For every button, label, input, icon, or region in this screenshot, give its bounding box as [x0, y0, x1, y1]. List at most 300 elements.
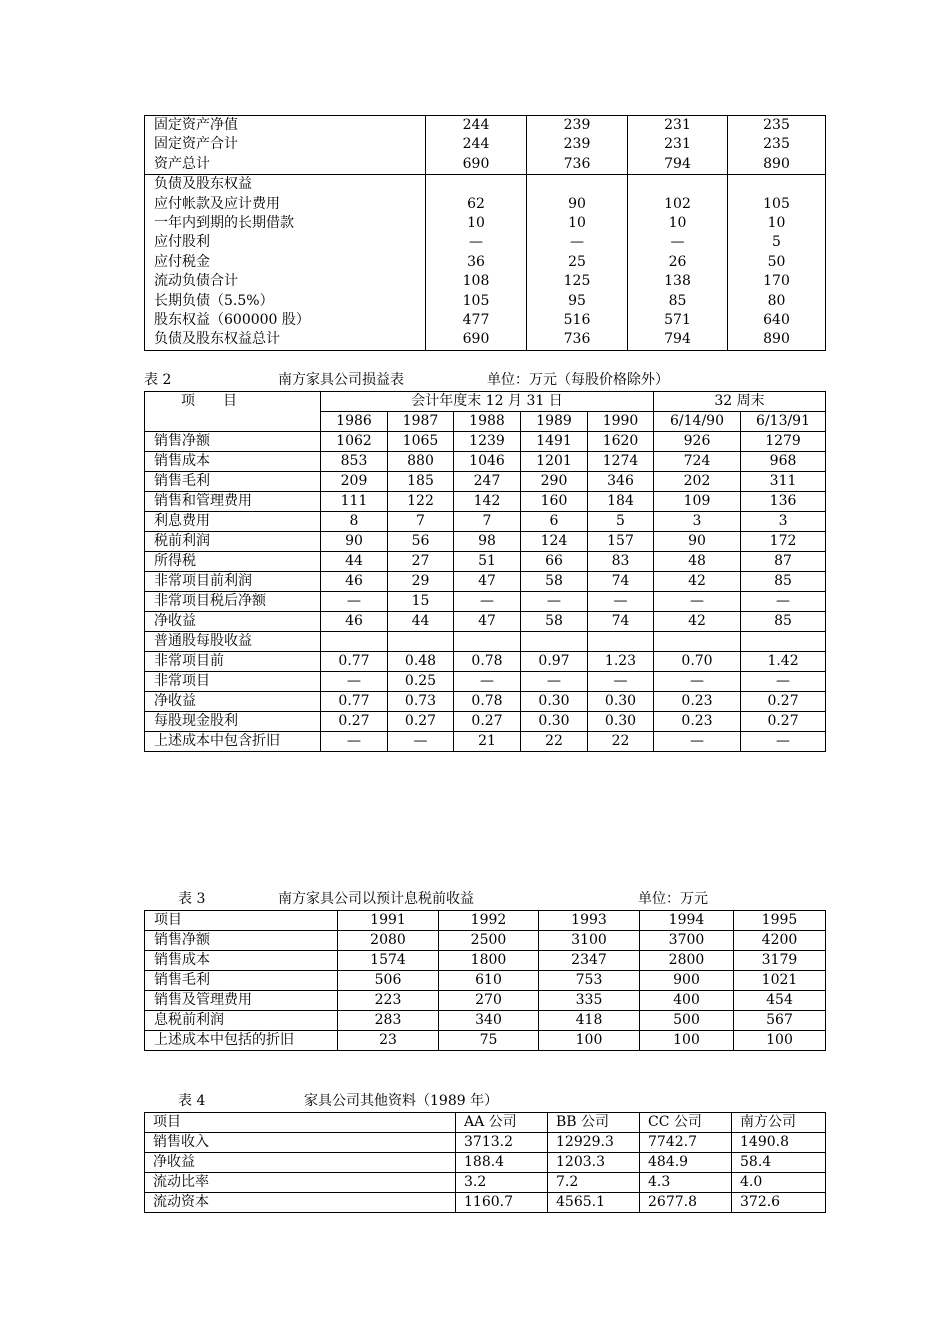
cell-value: 1620 — [588, 432, 654, 452]
row-label: 负债及股东权益总计 — [154, 331, 280, 348]
table4-caption-title: 家具公司其他资料（1989 年） — [304, 1093, 499, 1109]
table-row — [145, 632, 826, 652]
column-header: 1993 — [539, 911, 640, 931]
income-statement-table — [144, 391, 826, 752]
cell-value: — — [741, 672, 826, 692]
table-row — [145, 253, 826, 272]
cell-value: 12929.3 — [548, 1133, 640, 1153]
cell-value: 1239 — [454, 432, 521, 452]
cell-value: 160 — [521, 492, 588, 512]
column-header: BB 公司 — [548, 1113, 640, 1133]
cell-value: 90 — [321, 532, 388, 552]
cell-value: 26 — [628, 253, 728, 272]
table-row — [145, 1153, 826, 1173]
cell-value: 100 — [539, 1031, 640, 1051]
row-label: 销售成本 — [145, 452, 321, 472]
cell-value: 0.73 — [388, 692, 454, 712]
table-row — [145, 931, 826, 951]
table-row — [145, 532, 826, 552]
cell-value: 21 — [454, 732, 521, 752]
cell-value: 231 — [628, 135, 728, 154]
cell-value: 209 — [321, 472, 388, 492]
cell-value — [654, 632, 741, 652]
table-row — [145, 1173, 826, 1193]
cell-value: — — [741, 732, 826, 752]
cell-value: — — [454, 672, 521, 692]
cell-value — [628, 175, 728, 195]
cell-value: 4.0 — [732, 1173, 826, 1193]
cell-value: 311 — [741, 472, 826, 492]
cell-value: 853 — [321, 452, 388, 472]
row-label: 固定资产净值 — [154, 117, 238, 133]
cell-value: 87 — [741, 552, 826, 572]
row-label: 销售和管理费用 — [145, 492, 321, 512]
row-label: 非常项目前利润 — [145, 572, 321, 592]
row-label: 上述成本中包括的折旧 — [145, 1031, 338, 1051]
year-header: 1990 — [588, 412, 654, 432]
cell-value: 136 — [741, 492, 826, 512]
table-row — [145, 116, 826, 136]
cell-value: — — [654, 672, 741, 692]
row-label: 普通股每股收益 — [145, 632, 321, 652]
row-label: 每股现金股利 — [145, 712, 321, 732]
cell-value: 372.6 — [732, 1193, 826, 1213]
table-row — [145, 552, 826, 572]
cell-value: 1274 — [588, 452, 654, 472]
table2-caption-title: 南方家具公司损益表 — [278, 372, 404, 388]
table-row — [145, 951, 826, 971]
cell-value: 0.78 — [454, 692, 521, 712]
table-row — [145, 732, 826, 752]
table-row — [145, 572, 826, 592]
cell-value: 690 — [426, 330, 527, 350]
cell-value: 335 — [539, 991, 640, 1011]
cell-value: 640 — [728, 311, 826, 330]
cell-value: 8 — [321, 512, 388, 532]
cell-value: 231 — [628, 116, 728, 136]
cell-value: — — [521, 672, 588, 692]
cell-value: 926 — [654, 432, 741, 452]
cell-value — [527, 175, 628, 195]
cell-value: 223 — [338, 991, 439, 1011]
table-row — [145, 652, 826, 672]
cell-value: 890 — [728, 155, 826, 175]
row-label: 销售毛利 — [145, 472, 321, 492]
row-label: 销售毛利 — [145, 971, 338, 991]
cell-value: 0.77 — [321, 692, 388, 712]
table-row — [145, 592, 826, 612]
cell-value: 83 — [588, 552, 654, 572]
row-label: 应付帐款及应计费用 — [154, 195, 280, 212]
table-row — [145, 272, 826, 291]
cell-value: 66 — [521, 552, 588, 572]
cell-value: 170 — [728, 272, 826, 291]
table-row — [145, 175, 826, 195]
cell-value: 1.42 — [741, 652, 826, 672]
row-label: 净收益 — [145, 612, 321, 632]
cell-value: 724 — [654, 452, 741, 472]
year-header: 1986 — [321, 412, 388, 432]
column-header: 南方公司 — [732, 1113, 826, 1133]
cell-value: — — [628, 233, 728, 252]
cell-value: 90 — [527, 195, 628, 214]
row-label: 流动资本 — [145, 1193, 456, 1213]
cell-value: 0.25 — [388, 672, 454, 692]
cell-value: 100 — [734, 1031, 826, 1051]
cell-value: 74 — [588, 612, 654, 632]
cell-value: 690 — [426, 155, 527, 175]
cell-value: 610 — [439, 971, 539, 991]
cell-value: 10 — [628, 214, 728, 233]
cell-value: 283 — [338, 1011, 439, 1031]
cell-value: 95 — [527, 292, 628, 311]
table-row — [145, 1133, 826, 1153]
table-row — [145, 512, 826, 532]
cell-value: 44 — [388, 612, 454, 632]
cell-value: 7 — [454, 512, 521, 532]
cell-value: 270 — [439, 991, 539, 1011]
column-header: AA 公司 — [456, 1113, 548, 1133]
cell-value: 157 — [588, 532, 654, 552]
cell-value: 4565.1 — [548, 1193, 640, 1213]
table2-header-item: 项 目 — [145, 392, 321, 432]
row-label: 流动比率 — [145, 1173, 456, 1193]
cell-value: 0.77 — [321, 652, 388, 672]
cell-value: 58 — [521, 572, 588, 592]
table2-header-fiscal-year-end: 会计年度末 12 月 31 日 — [321, 392, 654, 412]
cell-value: 506 — [338, 971, 439, 991]
row-label: 非常项目税后净额 — [145, 592, 321, 612]
cell-value: 1.23 — [588, 652, 654, 672]
table-header-row — [145, 1113, 826, 1133]
cell-value: 235 — [728, 135, 826, 154]
cell-value: 3100 — [539, 931, 640, 951]
cell-value: 80 — [728, 292, 826, 311]
cell-value: 102 — [628, 195, 728, 214]
cell-value: 244 — [426, 116, 527, 136]
cell-value: 0.30 — [521, 692, 588, 712]
cell-value: 5 — [588, 512, 654, 532]
row-label: 负债及股东权益 — [145, 175, 426, 195]
cell-value: 105 — [728, 195, 826, 214]
year-header: 1988 — [454, 412, 521, 432]
cell-value: 794 — [628, 330, 728, 350]
cell-value: 46 — [321, 612, 388, 632]
cell-value: — — [321, 672, 388, 692]
year-header: 6/13/91 — [741, 412, 826, 432]
table2-caption-unit: 单位：万元（每股价格除外） — [487, 372, 669, 388]
table-header-row — [145, 911, 826, 931]
cell-value: 1203.3 — [548, 1153, 640, 1173]
cell-value: 0.97 — [521, 652, 588, 672]
cell-value: 0.30 — [588, 692, 654, 712]
cell-value: 3.2 — [456, 1173, 548, 1193]
cell-value: 4200 — [734, 931, 826, 951]
cell-value: 36 — [426, 253, 527, 272]
cell-value: 1490.8 — [732, 1133, 826, 1153]
cell-value: 968 — [741, 452, 826, 472]
row-label: 息税前利润 — [145, 1011, 338, 1031]
cell-value: 247 — [454, 472, 521, 492]
table-row — [145, 612, 826, 632]
cell-value: 23 — [338, 1031, 439, 1051]
row-label: 非常项目 — [145, 672, 321, 692]
cell-value: 0.27 — [741, 712, 826, 732]
cell-value: 418 — [539, 1011, 640, 1031]
table-row — [145, 292, 826, 311]
cell-value: 6 — [521, 512, 588, 532]
cell-value: — — [527, 233, 628, 252]
cell-value: 1279 — [741, 432, 826, 452]
cell-value: 7742.7 — [640, 1133, 732, 1153]
cell-value: 736 — [527, 330, 628, 350]
column-header: CC 公司 — [640, 1113, 732, 1133]
cell-value: 1160.7 — [456, 1193, 548, 1213]
cell-value: 47 — [454, 572, 521, 592]
table-row — [145, 195, 826, 214]
cell-value: 753 — [539, 971, 640, 991]
cell-value: 202 — [654, 472, 741, 492]
cell-value: 0.27 — [388, 712, 454, 732]
cell-value: 62 — [426, 195, 527, 214]
cell-value: 7.2 — [548, 1173, 640, 1193]
cell-value: 0.23 — [654, 712, 741, 732]
cell-value: 2800 — [640, 951, 734, 971]
cell-value: — — [321, 732, 388, 752]
table4-caption-number: 表 4 — [178, 1093, 206, 1109]
row-label: 销售净额 — [145, 432, 321, 452]
cell-value: 0.27 — [321, 712, 388, 732]
balance-sheet-table — [144, 115, 826, 351]
cell-value: 2347 — [539, 951, 640, 971]
cell-value: 516 — [527, 311, 628, 330]
other-company-data-table — [144, 1112, 826, 1213]
cell-value: 22 — [588, 732, 654, 752]
cell-value: — — [588, 672, 654, 692]
cell-value: 172 — [741, 532, 826, 552]
table3-caption-unit: 单位：万元 — [638, 891, 708, 907]
cell-value: 3 — [654, 512, 741, 532]
cell-value: 109 — [654, 492, 741, 512]
table-row — [145, 135, 826, 154]
table3-caption-number: 表 3 — [178, 891, 206, 907]
cell-value: 100 — [640, 1031, 734, 1051]
row-label: 非常项目前 — [145, 652, 321, 672]
cell-value: 50 — [728, 253, 826, 272]
cell-value: 346 — [588, 472, 654, 492]
cell-value: 122 — [388, 492, 454, 512]
cell-value: 890 — [728, 330, 826, 350]
cell-value: 880 — [388, 452, 454, 472]
cell-value — [741, 632, 826, 652]
table-row — [145, 1193, 826, 1213]
cell-value: 108 — [426, 272, 527, 291]
cell-value: 5 — [728, 233, 826, 252]
cell-value — [588, 632, 654, 652]
cell-value — [388, 632, 454, 652]
cell-value: 567 — [734, 1011, 826, 1031]
cell-value: 736 — [527, 155, 628, 175]
cell-value: 3179 — [734, 951, 826, 971]
cell-value: 58.4 — [732, 1153, 826, 1173]
cell-value: 7 — [388, 512, 454, 532]
row-label: 利息费用 — [145, 512, 321, 532]
table3-caption-title: 南方家具公司以预计息税前收益 — [278, 891, 474, 907]
cell-value: — — [321, 592, 388, 612]
table-row — [145, 472, 826, 492]
cell-value: 3 — [741, 512, 826, 532]
cell-value: 477 — [426, 311, 527, 330]
cell-value: 15 — [388, 592, 454, 612]
row-label: 销售收入 — [145, 1133, 456, 1153]
cell-value: 1046 — [454, 452, 521, 472]
cell-value: 0.27 — [741, 692, 826, 712]
table-row — [145, 1031, 826, 1051]
row-label: 应付股利 — [154, 234, 210, 251]
cell-value: 0.30 — [588, 712, 654, 732]
cell-value: 1065 — [388, 432, 454, 452]
cell-value: 0.48 — [388, 652, 454, 672]
row-label: 资产总计 — [154, 155, 210, 172]
cell-value: 1491 — [521, 432, 588, 452]
table-row — [145, 432, 826, 452]
cell-value: 1574 — [338, 951, 439, 971]
row-label: 上述成本中包含折旧 — [145, 732, 321, 752]
cell-value: 51 — [454, 552, 521, 572]
cell-value: 290 — [521, 472, 588, 492]
table-row — [145, 1011, 826, 1031]
cell-value: 239 — [527, 135, 628, 154]
cell-value: 46 — [321, 572, 388, 592]
cell-value: 10 — [728, 214, 826, 233]
cell-value: 1062 — [321, 432, 388, 452]
cell-value: — — [588, 592, 654, 612]
cell-value: 0.23 — [654, 692, 741, 712]
cell-value: 10 — [426, 214, 527, 233]
cell-value: 185 — [388, 472, 454, 492]
column-header: 1995 — [734, 911, 826, 931]
cell-value: 56 — [388, 532, 454, 552]
cell-value: 105 — [426, 292, 527, 311]
cell-value — [321, 632, 388, 652]
table-row — [145, 214, 826, 233]
cell-value: 90 — [654, 532, 741, 552]
table2-header-32-weeks: 32 周末 — [654, 392, 826, 412]
cell-value: — — [741, 592, 826, 612]
column-header: 项目 — [145, 1113, 456, 1133]
cell-value: 400 — [640, 991, 734, 1011]
table-row — [145, 155, 826, 175]
cell-value: — — [388, 732, 454, 752]
cell-value: — — [654, 592, 741, 612]
table-row — [145, 692, 826, 712]
row-label: 一年内到期的长期借款 — [154, 215, 294, 232]
table2-caption-number: 表 2 — [144, 372, 172, 388]
year-header: 1989 — [521, 412, 588, 432]
row-label: 长期负债（5.5%） — [154, 292, 274, 309]
row-label: 销售净额 — [145, 931, 338, 951]
row-label: 应付税金 — [154, 253, 210, 270]
cell-value: 184 — [588, 492, 654, 512]
table-row — [145, 672, 826, 692]
cell-value: 484.9 — [640, 1153, 732, 1173]
cell-value: — — [426, 233, 527, 252]
row-label: 销售成本 — [145, 951, 338, 971]
cell-value: 188.4 — [456, 1153, 548, 1173]
table-row — [145, 452, 826, 472]
cell-value: 25 — [527, 253, 628, 272]
cell-value: 239 — [527, 116, 628, 136]
row-label: 固定资产合计 — [154, 136, 238, 153]
row-label: 股东权益（600000 股） — [154, 312, 310, 329]
cell-value: 571 — [628, 311, 728, 330]
cell-value: 125 — [527, 272, 628, 291]
year-header: 6/14/90 — [654, 412, 741, 432]
cell-value: 22 — [521, 732, 588, 752]
cell-value — [426, 175, 527, 195]
table-row — [145, 971, 826, 991]
cell-value — [728, 175, 826, 195]
table-row — [145, 712, 826, 732]
cell-value: 2080 — [338, 931, 439, 951]
cell-value: 85 — [628, 292, 728, 311]
cell-value: 244 — [426, 135, 527, 154]
column-header: 1994 — [640, 911, 734, 931]
cell-value: 1800 — [439, 951, 539, 971]
row-label: 净收益 — [145, 1153, 456, 1173]
cell-value: 42 — [654, 612, 741, 632]
cell-value: 42 — [654, 572, 741, 592]
cell-value: 3713.2 — [456, 1133, 548, 1153]
cell-value: 500 — [640, 1011, 734, 1031]
cell-value: 1201 — [521, 452, 588, 472]
cell-value: 27 — [388, 552, 454, 572]
cell-value: 235 — [728, 116, 826, 136]
row-label: 所得税 — [145, 552, 321, 572]
cell-value: 138 — [628, 272, 728, 291]
table-row — [145, 991, 826, 1011]
cell-value: — — [454, 592, 521, 612]
cell-value: 98 — [454, 532, 521, 552]
table-row — [145, 311, 826, 330]
cell-value: — — [521, 592, 588, 612]
column-header: 项目 — [145, 911, 338, 931]
cell-value: 2677.8 — [640, 1193, 732, 1213]
cell-value: 85 — [741, 612, 826, 632]
cell-value: 44 — [321, 552, 388, 572]
cell-value: 48 — [654, 552, 741, 572]
cell-value: 454 — [734, 991, 826, 1011]
row-label: 流动负债合计 — [154, 273, 238, 290]
cell-value: 142 — [454, 492, 521, 512]
cell-value: 0.70 — [654, 652, 741, 672]
cell-value: 124 — [521, 532, 588, 552]
cell-value: 75 — [439, 1031, 539, 1051]
cell-value: 58 — [521, 612, 588, 632]
row-label: 销售及管理费用 — [145, 991, 338, 1011]
cell-value: 85 — [741, 572, 826, 592]
cell-value: 3700 — [640, 931, 734, 951]
cell-value: 10 — [527, 214, 628, 233]
cell-value: 4.3 — [640, 1173, 732, 1193]
cell-value — [454, 632, 521, 652]
table-row — [145, 330, 826, 350]
cell-value: 340 — [439, 1011, 539, 1031]
cell-value: 74 — [588, 572, 654, 592]
table-row — [145, 492, 826, 512]
row-label: 净收益 — [145, 692, 321, 712]
cell-value: 0.78 — [454, 652, 521, 672]
